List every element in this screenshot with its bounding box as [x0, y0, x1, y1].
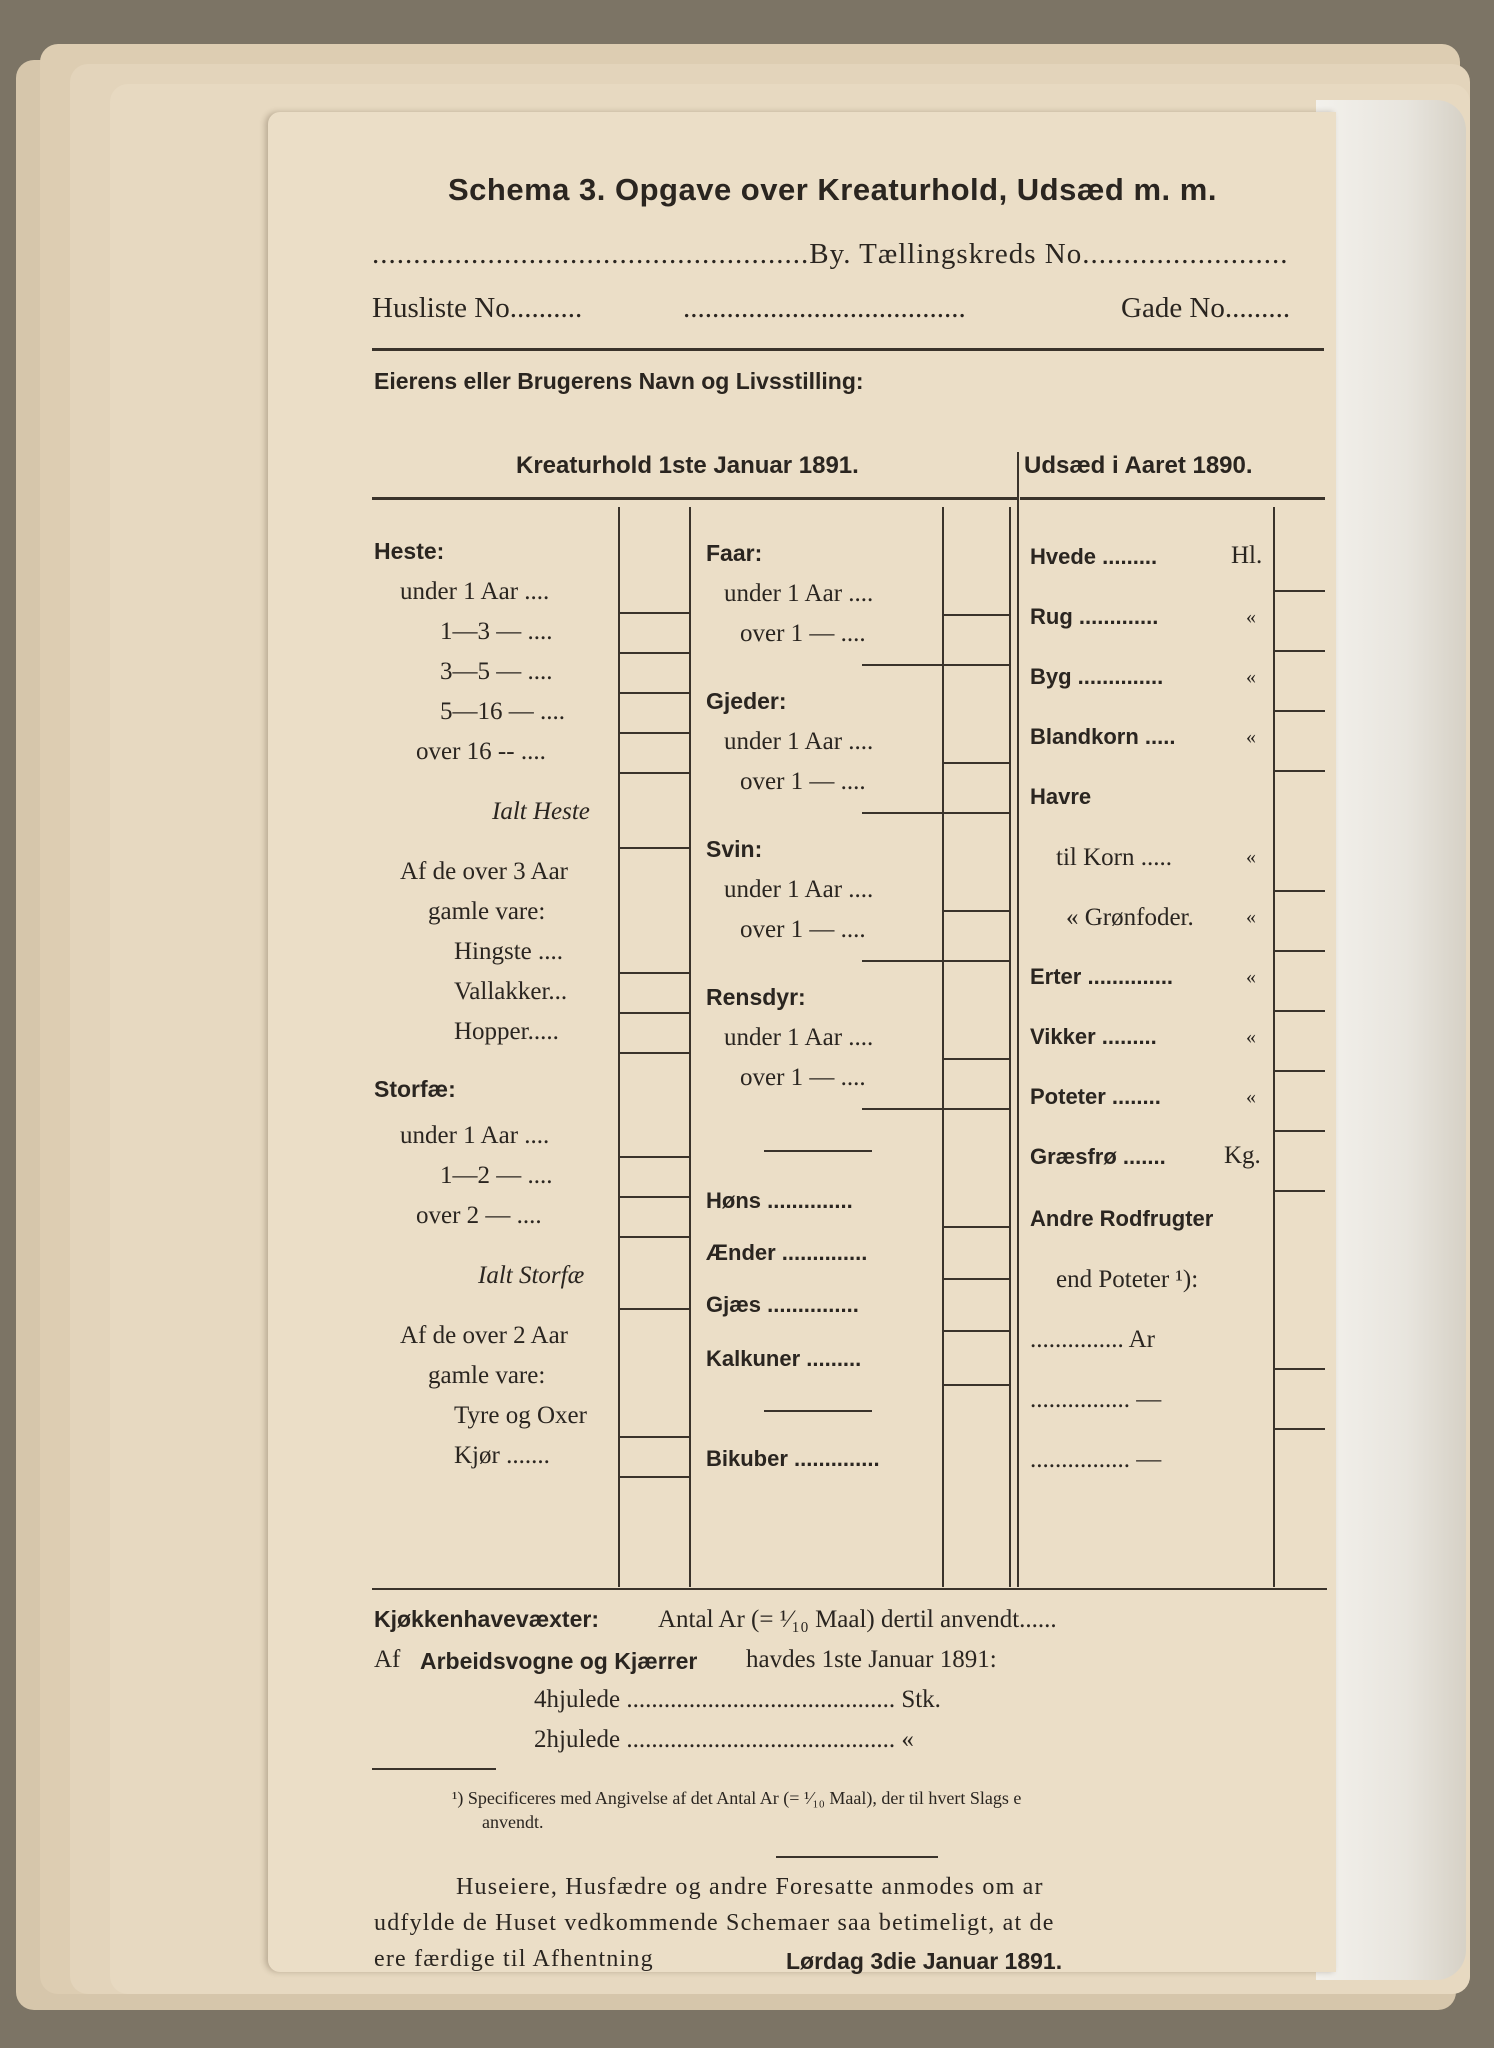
answer-line: [1275, 650, 1325, 652]
faar-row: over 1 — ....: [740, 620, 866, 647]
ar-line: ................ —: [1030, 1446, 1162, 1473]
notice-line2: udfylde de Huset vedkommende Schemaer saa betimeligt, at de: [374, 1910, 1055, 1936]
hjul2: 2hjulede ........................................... «: [534, 1726, 914, 1753]
gamle-vare: gamle vare:: [428, 898, 546, 925]
answer-line: [620, 612, 689, 614]
table-bottom-rule: [372, 1588, 1327, 1590]
answer-line: [1275, 1070, 1325, 1072]
answer-line: [944, 910, 1009, 912]
tyre-og-oxer: Tyre og Oxer: [454, 1402, 587, 1429]
section-divider: [1017, 452, 1019, 1587]
svin-row: under 1 Aar ....: [724, 876, 874, 903]
storfae-row: under 1 Aar ....: [400, 1122, 550, 1149]
erter: Erter ..............: [1030, 964, 1174, 989]
col3-divider: [1273, 507, 1275, 1587]
heste-row: under 1 Aar ....: [400, 578, 550, 605]
havre: Havre: [1030, 784, 1092, 809]
ditto-mark: «: [1246, 906, 1256, 928]
footnote-line1: ¹) Specificeres med Angivelse af det Antal Ar (= ¹⁄₁₀ Maal), der til hvert Slags e: [452, 1788, 1022, 1808]
left-header: Kreaturhold 1ste Januar 1891.: [516, 452, 859, 479]
havre-gronfoder: « Grønfoder.: [1066, 904, 1194, 931]
ialt-storfae: Ialt Storfæ: [478, 1262, 585, 1289]
answer-line: [1275, 590, 1325, 592]
form-page: [268, 112, 1336, 1972]
hvede-unit: Hl.: [1231, 542, 1263, 569]
answer-line: [620, 772, 689, 774]
husliste-dots: .......................................: [683, 292, 966, 324]
gade-line: Gade No.........: [1121, 292, 1291, 324]
bikuber: Bikuber ..............: [706, 1446, 880, 1471]
notice-line1: Huseiere, Husfædre og andre Foresatte anmodes om ar: [456, 1874, 1044, 1900]
answer-line: [620, 1012, 689, 1014]
answer-line: [1275, 1010, 1325, 1012]
storfae-row: over 2 — ....: [416, 1202, 542, 1229]
gjaes: Gjæs ...............: [706, 1292, 859, 1317]
footnote-line2: anvendt.: [482, 1812, 544, 1832]
ar-line: ............... Ar: [1030, 1326, 1155, 1353]
havre-til-korn: til Korn .....: [1056, 844, 1172, 871]
graesfro: Græsfrø .......: [1030, 1144, 1166, 1169]
notice-deadline: Lørdag 3die Januar 1891.: [786, 1948, 1063, 1974]
hvede: Hvede .........: [1030, 544, 1158, 569]
byg: Byg ..............: [1030, 664, 1164, 689]
af-over-3-aar: Af de over 3 Aar: [400, 858, 568, 885]
answer-line: [1275, 770, 1325, 772]
answer-line: [1275, 1190, 1325, 1192]
rensdyr-rule: [764, 1150, 872, 1152]
answer-line: [620, 1436, 689, 1438]
faar-row: under 1 Aar ....: [724, 580, 874, 607]
answer-line: [620, 1196, 689, 1198]
answer-line: [862, 1108, 1009, 1110]
hjul4: 4hjulede ........................................... Stk.: [534, 1686, 941, 1713]
answer-line: [620, 1476, 689, 1478]
rensdyr-row: under 1 Aar ....: [724, 1024, 874, 1051]
kjokken-text: Antal Ar (= ¹⁄₁₀ Maal) dertil anvendt......: [658, 1606, 1057, 1633]
header-rule: [372, 348, 1324, 351]
ditto-mark: «: [1246, 726, 1256, 748]
answer-line: [944, 1330, 1009, 1332]
schema-title: Schema 3. Opgave over Kreaturhold, Udsæd m. m.: [448, 172, 1217, 207]
ditto-mark: «: [1246, 966, 1256, 988]
answer-line: [1275, 710, 1325, 712]
answer-line: [944, 614, 1009, 616]
answer-line: [620, 1236, 689, 1238]
af-over-2-aar: Af de over 2 Aar: [400, 1322, 568, 1349]
right-header-rule: [1020, 497, 1325, 500]
ialt-heste: Ialt Heste: [492, 798, 590, 825]
heste-row: 1—3 — ....: [440, 618, 553, 645]
col2-divider-right: [1009, 507, 1011, 1587]
poteter: Poteter ........: [1030, 1084, 1161, 1109]
answer-line: [862, 812, 1009, 814]
answer-line: [862, 960, 1009, 962]
heste-row: 5—16 — ....: [440, 698, 565, 725]
notice-line3: ere færdige til Afhentning: [374, 1946, 654, 1972]
heste-row: 3—5 — ....: [440, 658, 553, 685]
kjokken-label: Kjøkkenhavevæxter:: [374, 1606, 599, 1632]
left-header-rule: [372, 497, 1018, 500]
heste-label: Heste:: [374, 538, 445, 564]
by-line: .....................................................By. Tællingskreds No.........................: [372, 238, 1289, 270]
heste-row: over 16 -- ....: [416, 738, 546, 765]
gamle-vare: gamle vare:: [428, 1362, 546, 1389]
answer-line: [944, 1058, 1009, 1060]
answer-line: [620, 692, 689, 694]
svin-label: Svin:: [706, 836, 763, 862]
answer-line: [1275, 950, 1325, 952]
answer-line: [620, 847, 689, 849]
rensdyr-label: Rensdyr:: [706, 984, 806, 1010]
gjeder-row: under 1 Aar ....: [724, 728, 874, 755]
answer-line: [944, 1278, 1009, 1280]
storfae-label: Storfæ:: [374, 1076, 456, 1102]
kalkuner: Kalkuner .........: [706, 1346, 862, 1371]
answer-line: [1275, 1428, 1325, 1430]
answer-line: [620, 972, 689, 974]
rug: Rug .............: [1030, 604, 1159, 629]
hopper: Hopper.....: [454, 1018, 559, 1045]
hingste: Hingste ....: [454, 938, 564, 965]
arbeid-prefix: Af: [374, 1646, 401, 1673]
answer-line: [944, 762, 1009, 764]
storfae-row: 1—2 — ....: [440, 1162, 553, 1189]
book-binding: [1316, 100, 1466, 1980]
graesfro-unit: Kg.: [1224, 1142, 1261, 1169]
answer-line: [1275, 1130, 1325, 1132]
notice-rule: [776, 1856, 938, 1858]
rensdyr-row: over 1 — ....: [740, 1064, 866, 1091]
aender: Ænder ..............: [706, 1240, 868, 1265]
answer-line: [944, 1384, 1009, 1386]
answer-line: [862, 664, 1009, 666]
answer-line: [620, 1156, 689, 1158]
vallakker: Vallakker...: [454, 978, 568, 1005]
hons: Høns ..............: [706, 1188, 853, 1213]
ditto-mark: «: [1246, 606, 1256, 628]
owner-label: Eierens eller Brugerens Navn og Livsstilling:: [374, 368, 864, 394]
faar-label: Faar:: [706, 540, 763, 566]
blandkorn: Blandkorn .....: [1030, 724, 1176, 749]
answer-line: [1275, 890, 1325, 892]
answer-line: [620, 1052, 689, 1054]
kalkuner-rule: [764, 1410, 872, 1412]
answer-line: [620, 732, 689, 734]
end-poteter: end Poteter ¹):: [1056, 1266, 1199, 1293]
answer-line: [620, 1308, 689, 1310]
footnote-rule: [372, 1768, 496, 1770]
ditto-mark: «: [1246, 666, 1256, 688]
col1-divider-right: [689, 507, 691, 1587]
arbeid-label: Arbeidsvogne og Kjærrer: [420, 1648, 698, 1674]
kjor: Kjør .......: [454, 1442, 550, 1469]
ditto-mark: «: [1246, 1086, 1256, 1108]
svin-row: over 1 — ....: [740, 916, 866, 943]
col2-divider-left: [942, 507, 944, 1587]
husliste-line: Husliste No..........: [372, 292, 583, 324]
ar-line: ................ —: [1030, 1386, 1162, 1413]
ditto-mark: «: [1246, 1026, 1256, 1048]
vikker: Vikker .........: [1030, 1024, 1157, 1049]
answer-line: [944, 1226, 1009, 1228]
answer-line: [1275, 1368, 1325, 1370]
gjeder-row: over 1 — ....: [740, 768, 866, 795]
arbeid-text: havdes 1ste Januar 1891:: [746, 1646, 997, 1673]
answer-line: [620, 652, 689, 654]
ditto-mark: «: [1246, 846, 1256, 868]
andre-rodfrugter: Andre Rodfrugter: [1030, 1206, 1214, 1231]
right-header: Udsæd i Aaret 1890.: [1024, 452, 1253, 479]
col1-divider-left: [618, 507, 620, 1587]
gjeder-label: Gjeder:: [706, 688, 787, 714]
